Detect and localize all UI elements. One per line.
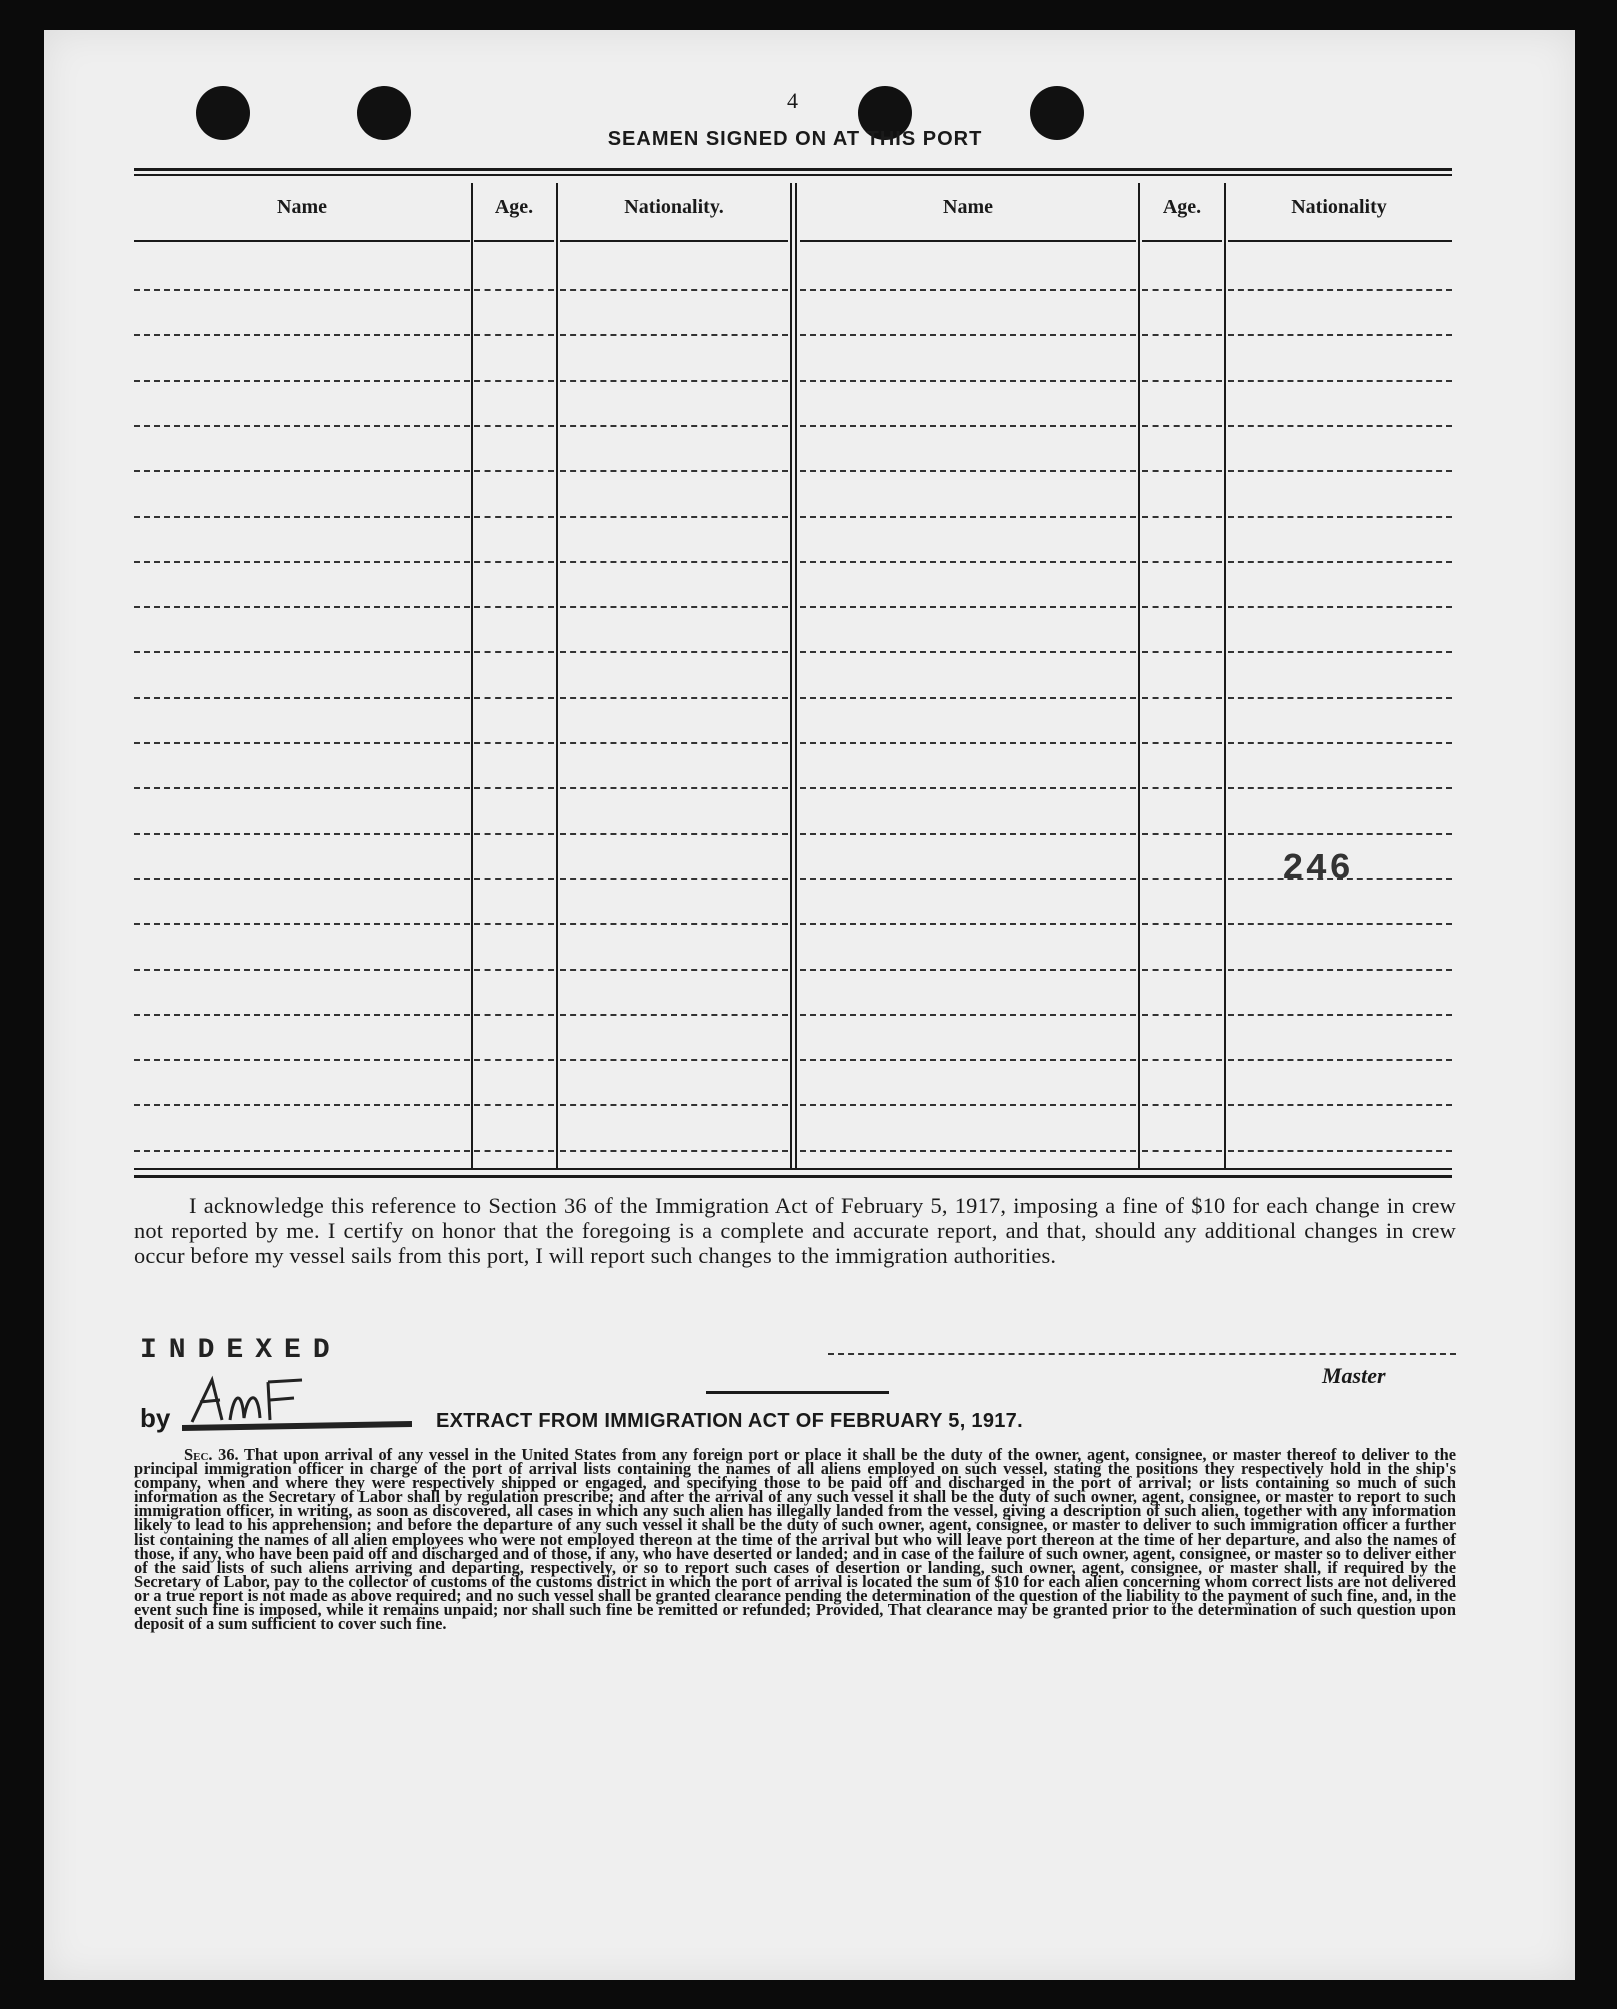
entry-line <box>1142 878 1222 880</box>
entry-line <box>134 742 470 744</box>
entry-line <box>134 1059 470 1061</box>
section-body: That upon arrival of any vessel in the United States from any foreign port or place it shall be the duty of the owner, agent, consignee, or master thereof to deliver to the principal immigration officer in charge of the port of arrival lists containing the names of all aliens employed on such vessel, stating the positions they respectively hold in the ship's company, when and where they were respectively shipped or engaged, and specifying those to be paid off and discharged in the port of arrival; or lists containing so much of such information as the Secretary of Labor shall by regulation prescribe; and after the arrival of any such vessel it shall be the duty of such owner, agent, consignee, or master to report to such immigration officer, in writing, as soon as discovered, all cases in which any such alien has illegally landed from the vessel, giving a description of such alien, together with any information likely to lead to his apprehension; and before the departure of any such vessel it shall be the duty of such owner, agent, consignee, or master to deliver to such immigration officer a further list containing the names of all alien employees who were not employed thereon at the time of the arrival but who will leave port thereon at the time of her departure, and also the names of those, if any, who have been paid off and discharged and of those, if any, who have deserted or landed; and in case of the failure of such owner, agent, consignee, or master so to deliver either of the said lists of such aliens arriving and departing, respectively, or so to report such cases of desertion or landing, such owner, agent, consignee, or master shall, if required by the Secretary of Labor, pay to the collector of customs of the customs district in which the port of arrival is located the sum of $10 for each alien concerning whom correct lists are not delivered or a true report is not made as above required; and no such vessel shall be granted clearance pending the determination of the question of the liability to the payment of such fine, and, in the event such fine is imposed, while it remains unpaid; nor shall such fine be remitted or refunded; Provided, That clearance may be granted prior to the determination of such question upon deposit of a sum sufficient to cover such fine. <box>134 1445 1456 1634</box>
indexed-stamp: INDEXED <box>140 1335 342 1366</box>
entry-line <box>1142 470 1222 472</box>
entry-line <box>474 606 554 608</box>
extract-title: EXTRACT FROM IMMIGRATION ACT OF FEBRUARY 5, 1917. <box>436 1410 1023 1432</box>
punch-hole <box>357 86 411 140</box>
indexed-by-label: by <box>140 1403 171 1433</box>
column-header-rule <box>1142 240 1222 242</box>
section-36-text <box>134 1445 1456 1634</box>
entry-line <box>800 1059 1136 1061</box>
column-divider <box>1138 183 1140 1169</box>
column-divider <box>790 183 792 1169</box>
entry-line <box>1228 651 1452 653</box>
entry-line <box>134 516 470 518</box>
master-label: Master <box>1322 1363 1386 1388</box>
entry-line <box>1142 606 1222 608</box>
entry-line <box>1228 742 1452 744</box>
entry-line <box>800 380 1136 382</box>
entry-line <box>1228 1059 1452 1061</box>
column-header-rule <box>134 240 470 242</box>
entry-line <box>800 742 1136 744</box>
page-number: 4 <box>787 88 798 113</box>
entry-line <box>134 561 470 563</box>
entry-line <box>560 1104 788 1106</box>
indexer-signature <box>182 1372 412 1432</box>
entry-line <box>134 969 470 971</box>
entry-line <box>560 833 788 835</box>
form-page <box>44 30 1575 1980</box>
entry-line <box>560 923 788 925</box>
entry-line <box>800 334 1136 336</box>
entry-line <box>1228 697 1452 699</box>
entry-line <box>134 787 470 789</box>
entry-line <box>1228 561 1452 563</box>
entry-line <box>474 1014 554 1016</box>
table-bottom-rule <box>134 1168 1452 1170</box>
entry-line <box>800 516 1136 518</box>
entry-line <box>560 561 788 563</box>
entry-line <box>474 425 554 427</box>
entry-line <box>1142 1014 1222 1016</box>
form-title: SEAMEN SIGNED ON AT THIS PORT <box>607 128 983 150</box>
entry-line <box>474 833 554 835</box>
column-header-rule <box>800 240 1136 242</box>
entry-line <box>134 651 470 653</box>
entry-line <box>800 833 1136 835</box>
entry-line <box>474 742 554 744</box>
entry-line <box>1142 561 1222 563</box>
entry-line <box>560 289 788 291</box>
column-divider <box>795 183 797 1169</box>
column-header-age: Age. <box>494 196 534 218</box>
column-header-name-right: Name <box>943 196 993 218</box>
entry-line <box>474 787 554 789</box>
entry-line <box>1228 334 1452 336</box>
column-header-rule <box>560 240 788 242</box>
entry-line <box>800 470 1136 472</box>
entry-line <box>474 516 554 518</box>
entry-line <box>134 606 470 608</box>
entry-line <box>560 334 788 336</box>
entry-line <box>1142 425 1222 427</box>
entry-line <box>560 742 788 744</box>
entry-line <box>474 1104 554 1106</box>
entry-line <box>560 651 788 653</box>
entry-line <box>1228 289 1452 291</box>
entry-line <box>474 1059 554 1061</box>
entry-line <box>134 289 470 291</box>
entry-line <box>800 1104 1136 1106</box>
entry-line <box>474 878 554 880</box>
section-label: Sec. 36. <box>184 1445 239 1464</box>
entry-line <box>474 969 554 971</box>
column-header-rule <box>1228 240 1452 242</box>
entry-line <box>474 697 554 699</box>
entry-line <box>800 878 1136 880</box>
entry-line <box>134 878 470 880</box>
entry-line <box>800 697 1136 699</box>
entry-line <box>800 606 1136 608</box>
entry-line <box>1228 470 1452 472</box>
entry-line <box>134 1150 470 1152</box>
entry-line <box>1228 923 1452 925</box>
entry-line <box>1228 787 1452 789</box>
column-header-age-right: Age. <box>1162 196 1202 218</box>
entry-line <box>800 923 1136 925</box>
entry-line <box>1142 380 1222 382</box>
entry-line <box>560 787 788 789</box>
entry-line <box>474 470 554 472</box>
column-header-nationality: Nationality. <box>624 196 724 218</box>
stamp-number: 246 <box>1282 848 1353 889</box>
entry-line <box>134 1104 470 1106</box>
entry-line <box>560 969 788 971</box>
entry-line <box>560 1150 788 1152</box>
extract-divider <box>706 1391 889 1394</box>
entry-line <box>1228 516 1452 518</box>
entry-line <box>134 1014 470 1016</box>
entry-line <box>1228 606 1452 608</box>
entry-line <box>800 561 1136 563</box>
entry-line <box>1142 1104 1222 1106</box>
entry-line <box>800 425 1136 427</box>
header-rule <box>134 174 1452 176</box>
entry-line <box>1142 787 1222 789</box>
entry-line <box>134 334 470 336</box>
entry-line <box>1228 1014 1452 1016</box>
entry-line <box>1142 516 1222 518</box>
entry-line <box>560 606 788 608</box>
entry-line <box>1228 380 1452 382</box>
entry-line <box>800 1150 1136 1152</box>
entry-line <box>1142 1059 1222 1061</box>
entry-line <box>474 289 554 291</box>
column-header-nationality-right: Nationality <box>1291 196 1387 218</box>
entry-line <box>1142 969 1222 971</box>
entry-line <box>1142 289 1222 291</box>
entry-line <box>134 470 470 472</box>
acknowledgment-text: I acknowledge this reference to Section 36 of the Immigration Act of February 5, 1917, imposing a fine of $10 for each change in crew not reported by me. I certify on honor that the foregoing is a complete and accurate report, and that, should any additional changes in crew occur before my vessel sails from this port, I will report such changes to the immigration authorities. <box>134 1193 1456 1268</box>
entry-line <box>800 289 1136 291</box>
entry-line <box>560 516 788 518</box>
entry-line <box>560 697 788 699</box>
entry-line <box>134 923 470 925</box>
entry-line <box>474 651 554 653</box>
entry-line <box>134 425 470 427</box>
entry-line <box>1228 1150 1452 1152</box>
entry-line <box>560 425 788 427</box>
entry-line <box>1142 651 1222 653</box>
entry-line <box>1142 833 1222 835</box>
entry-line <box>1142 697 1222 699</box>
header-rule <box>134 168 1452 171</box>
entry-line <box>1142 334 1222 336</box>
master-signature-line <box>828 1353 1456 1355</box>
entry-line <box>474 1150 554 1152</box>
entry-line <box>134 697 470 699</box>
entry-line <box>1228 1104 1452 1106</box>
entry-line <box>1228 833 1452 835</box>
column-divider <box>556 183 558 1169</box>
column-header-name: Name <box>277 196 327 218</box>
punch-hole <box>1030 86 1084 140</box>
entry-line <box>134 833 470 835</box>
entry-line <box>560 1014 788 1016</box>
table-bottom-rule <box>134 1175 1452 1178</box>
entry-line <box>1142 923 1222 925</box>
entry-line <box>800 969 1136 971</box>
entry-line <box>474 334 554 336</box>
entry-line <box>800 787 1136 789</box>
entry-line <box>1228 969 1452 971</box>
entry-line <box>474 561 554 563</box>
column-divider <box>471 183 473 1169</box>
entry-line <box>474 380 554 382</box>
entry-line <box>560 1059 788 1061</box>
column-divider <box>1224 183 1226 1169</box>
entry-line <box>800 651 1136 653</box>
entry-line <box>1142 742 1222 744</box>
entry-line <box>134 380 470 382</box>
entry-line <box>560 380 788 382</box>
entry-line <box>1228 425 1452 427</box>
column-header-rule <box>474 240 554 242</box>
entry-line <box>560 470 788 472</box>
entry-line <box>800 1014 1136 1016</box>
entry-line <box>474 923 554 925</box>
entry-line <box>1142 1150 1222 1152</box>
punch-hole <box>196 86 250 140</box>
entry-line <box>560 878 788 880</box>
